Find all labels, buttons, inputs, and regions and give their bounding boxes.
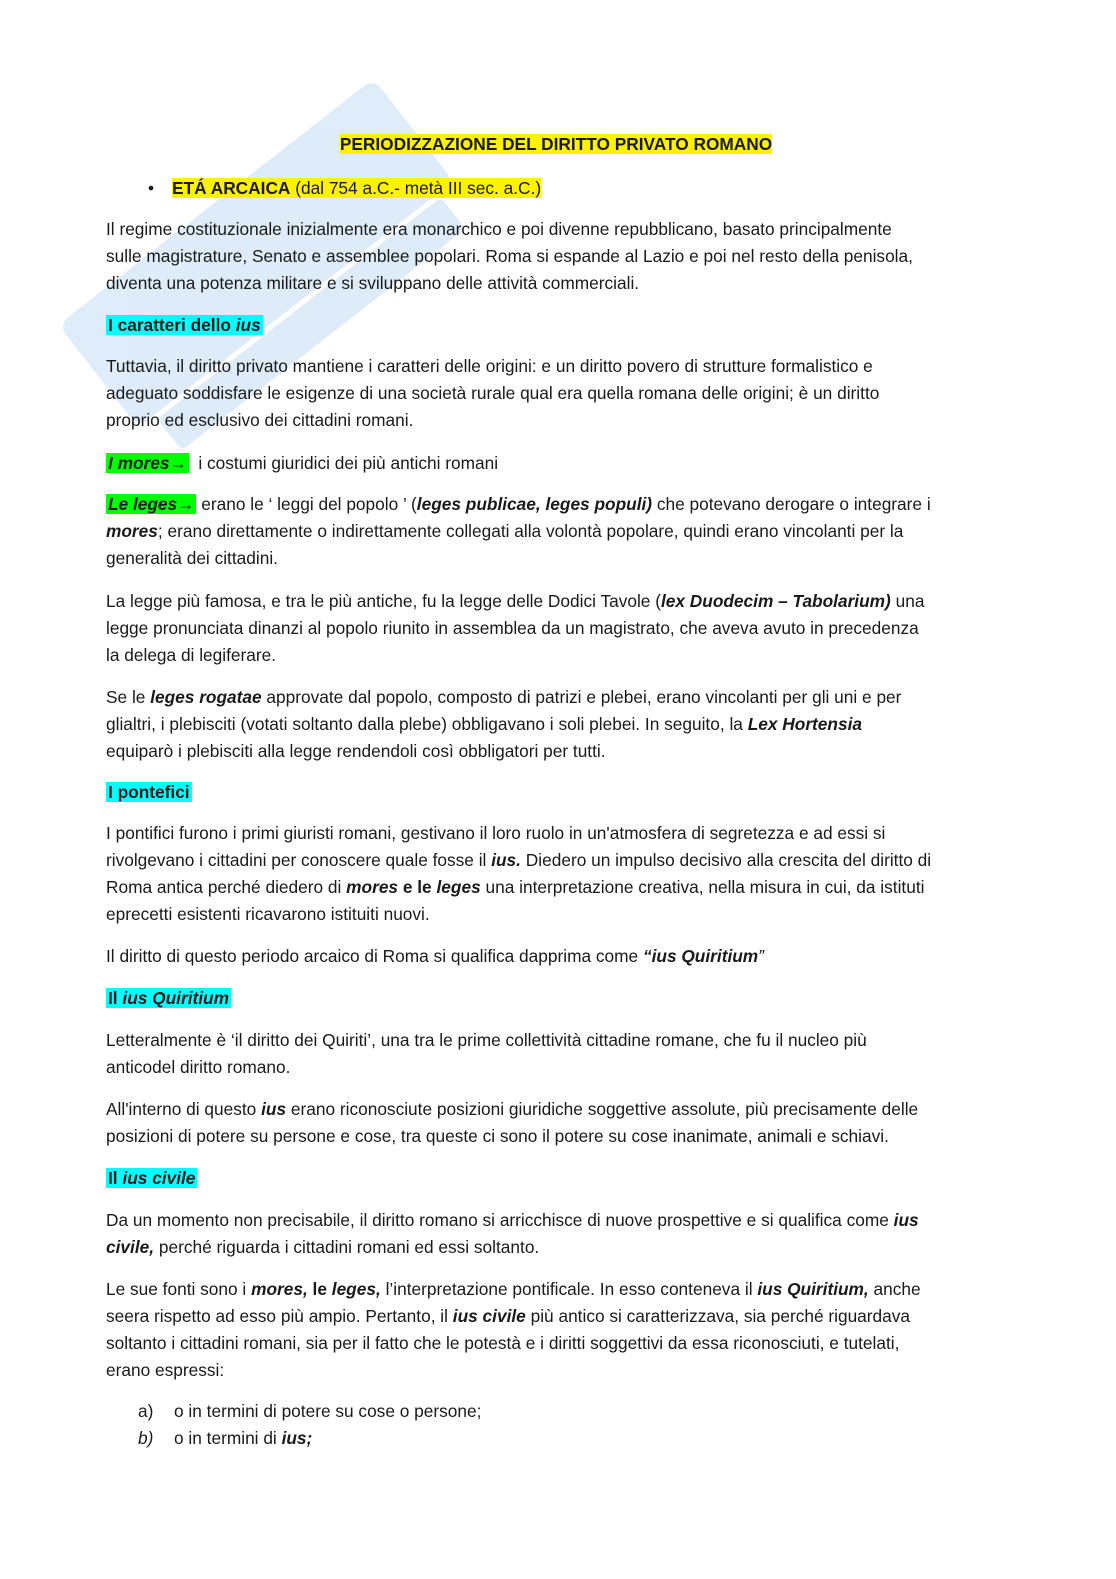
- paragraph: Il diritto di questo periodo arcaico di Roma si qualifica dapprima come “ius Quiritium”: [106, 946, 764, 966]
- list-item: b) o in termini di ius;: [138, 1428, 313, 1448]
- paragraph: Se le leges rogatae approvate dal popolo, composto di patrizi e plebei, erano vincolanti per gli uni e per glialtri, i plebisciti (votati soltanto dalla plebe) obbligavano i soli plebei. In seguito, la Lex Hortensia equiparò i plebisciti alla legge rendendoli così obbligatori per tutti.: [106, 687, 902, 761]
- leges-definition: Le leges→ erano le ‘ leggi del popolo ’ (leges publicae, leges populi) che potevano derogare o integrare i mores; erano direttamente o indirettamente collegati alla volontà popolare, quindi erano vincolanti per la generalità dei cittadini.: [106, 494, 931, 568]
- paragraph: Tuttavia, il diritto privato mantiene i caratteri delle origini: e un diritto povero di strutture formalistico e adeguato soddisfare le esigenze di una società rurale qual era quella romana delle origini; è un diritto proprio ed esclusivo dei cittadini romani.: [106, 356, 880, 430]
- paragraph: Il regime costituzionale inizialmente era monarchico e poi divenne repubblicano, basato principalmente sulle magistrature, Senato e assemblee popolari. Roma si espande al Lazio e poi nel resto della penisola, diventa una potenza militare e si sviluppano delle attività commerciali.: [106, 219, 913, 293]
- paragraph: I pontifici furono i primi giuristi romani, gestivano il loro ruolo in un'atmosfera di segretezza e ad essi si rivolgevano i cittadini per conoscere quale fosse il ius. Diedero un impulso decisivo alla crescita del diritto di Roma antica perché diedero di mores e le leges una interpretazione creativa, nella misura in cui, da istituti eprecetti esistenti ricavarono istituiti nuovi.: [106, 823, 932, 924]
- paragraph: La legge più famosa, e tra le più antiche, fu la legge delle Dodici Tavole (lex Duodecim – Tabolarium) una legge pronunciata dinanzi al popolo riunito in assemblea da un magistrato, che aveva avuto in precedenza la delega di legiferare.: [106, 591, 925, 665]
- paragraph: Letteralmente è ‘il diritto dei Quiriti’, una tra le prime collettività cittadine romane, che fu il nucleo più anticodel diritto romano.: [106, 1030, 867, 1077]
- list-item: a) o in termini di potere su cose o persone;: [138, 1401, 482, 1421]
- section-heading-pontefici: I pontefici: [108, 782, 190, 802]
- section-heading-civile: Il ius civile: [108, 1168, 196, 1188]
- section-heading-quiritium: Il ius Quiritium: [108, 988, 229, 1008]
- paragraph: All'interno di questo ius erano riconosciute posizioni giuridiche soggettive assolute, più precisamente delle posizioni di potere su persone e cose, tra queste ci sono il potere su cose inanimate, animali e schiavi.: [106, 1099, 919, 1146]
- paragraph: Da un momento non precisabile, il diritto romano si arricchisce di nuove prospettive e si qualifica come ius civile, perché riguarda i cittadini romani ed essi soltanto.: [106, 1210, 919, 1257]
- mores-definition: I mores→ i costumi giuridici dei più antichi romani: [108, 453, 499, 473]
- era-heading: • ETÁ ARCAICA (dal 754 a.C.- metà III sec. a.C.): [148, 178, 542, 198]
- document-title: PERIODIZZAZIONE DEL DIRITTO PRIVATO ROMANO: [339, 134, 773, 154]
- section-heading-caratteri: I caratteri dello ius: [108, 315, 261, 335]
- paragraph: Le sue fonti sono i mores, le leges, l’interpretazione pontificale. In esso conteneva il ius Quiritium, anche seera rispetto ad esso più ampio. Pertanto, il ius civile più antico si caratterizzava, sia perché riguardava soltanto i cittadini romani, sia per il fatto che le potestà e i diritti soggettivi da essa riconosciuti, e tutelati, erano espressi:: [106, 1279, 921, 1380]
